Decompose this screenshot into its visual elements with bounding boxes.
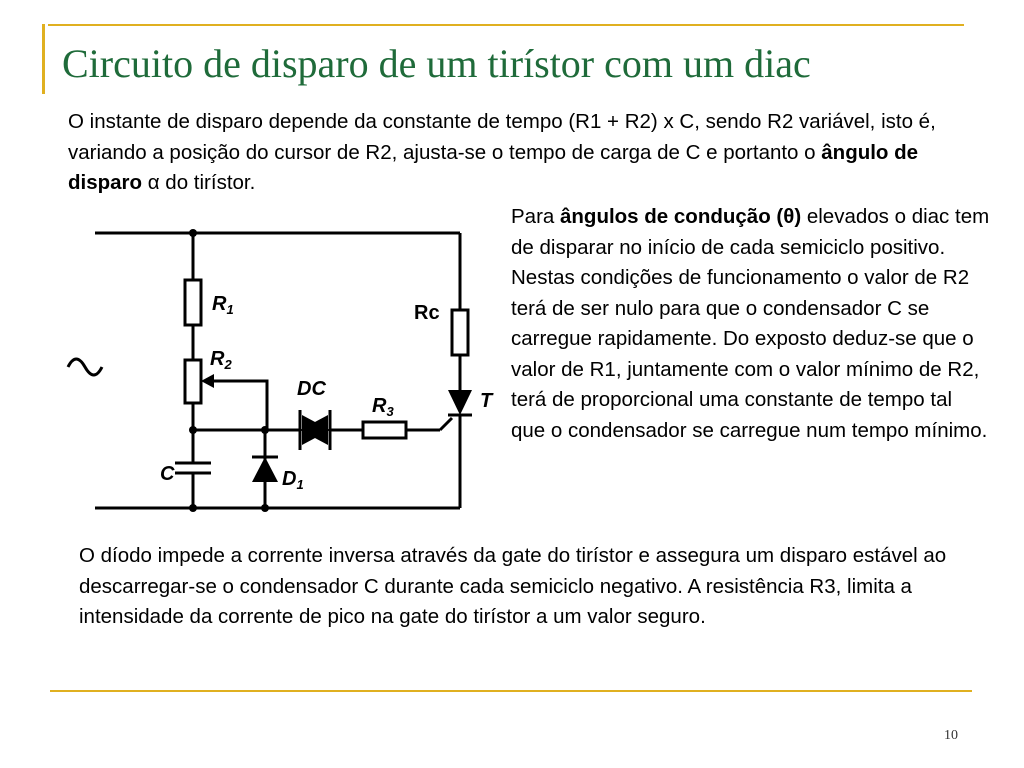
paragraph-conduction-angle — [511, 202, 991, 446]
p2-text-a: Para — [511, 205, 560, 228]
r1-label: $R_1$ — [212, 293, 234, 317]
c-label: C — [160, 463, 175, 485]
rc-resistor — [452, 310, 468, 355]
t-label: T — [480, 390, 493, 412]
r3-resistor — [363, 422, 406, 438]
wiper-arrow-icon — [201, 374, 214, 388]
r2-resistor — [185, 360, 201, 403]
alpha-symbol: α — [142, 171, 160, 194]
page-number: 10 — [944, 728, 958, 743]
thyristor-icon — [448, 390, 472, 415]
node-dot — [189, 426, 197, 434]
p1-bold-firing-angle: ângulo de disparo — [68, 140, 919, 194]
rc-label: Rc — [414, 302, 440, 324]
paragraph-firing-instant — [68, 107, 988, 199]
p2-bold-conduction: ângulos de condução (θ) — [560, 205, 802, 228]
node-dot — [261, 504, 269, 512]
d1-diode-icon — [252, 457, 278, 482]
node-dot — [189, 229, 197, 237]
left-accent-bar — [42, 24, 45, 94]
bottom-rule — [50, 690, 972, 692]
r1-resistor — [185, 280, 201, 325]
gate-wire — [440, 418, 452, 430]
ac-source-icon — [68, 359, 102, 375]
r3-label: $R_3$ — [372, 395, 394, 419]
d1-label: $D_1$ — [282, 468, 304, 492]
top-rule — [48, 24, 964, 26]
p1-text-b: do tirístor. — [159, 171, 256, 194]
node-dot — [261, 426, 269, 434]
node-dot — [189, 504, 197, 512]
r2-label: $R_2$ — [210, 348, 232, 372]
dc-label: DC — [297, 378, 326, 400]
thyristor-diac-circuit-diagram — [60, 215, 500, 515]
slide-title: Circuito de disparo de um tirístor com um diac — [62, 41, 811, 86]
p1-text-a: O instante de disparo depende da constante de tempo (R1 + R2) x C, sendo R2 variável, isto é, variando a posição do cursor de R2, ajusta-se o tempo de carga de C e portanto o — [68, 110, 936, 164]
paragraph-diode-function: O díodo impede a corrente inversa através da gate do tirístor e assegura um disparo estável ao descarregar-se o condensador C durante cada semiciclo negativo. A resistência R3, limita a intensidade da corrente de pico na gate do tirístor a um valor seguro. — [79, 544, 947, 628]
r2-wiper-wire — [208, 381, 267, 430]
p2-text-b: elevados o diac tem de disparar no início de cada semiciclo positivo. Nestas condições de funcionamento o valor de R2 terá de ser nulo para que o condensador C se carregue rapidamente. Do exposto deduz-se que o valor de R1, juntamente com o valor mínimo de R2, terá de proporcional uma constante de tempo tal que o condensador se carregue num tempo mínimo. — [511, 205, 990, 442]
